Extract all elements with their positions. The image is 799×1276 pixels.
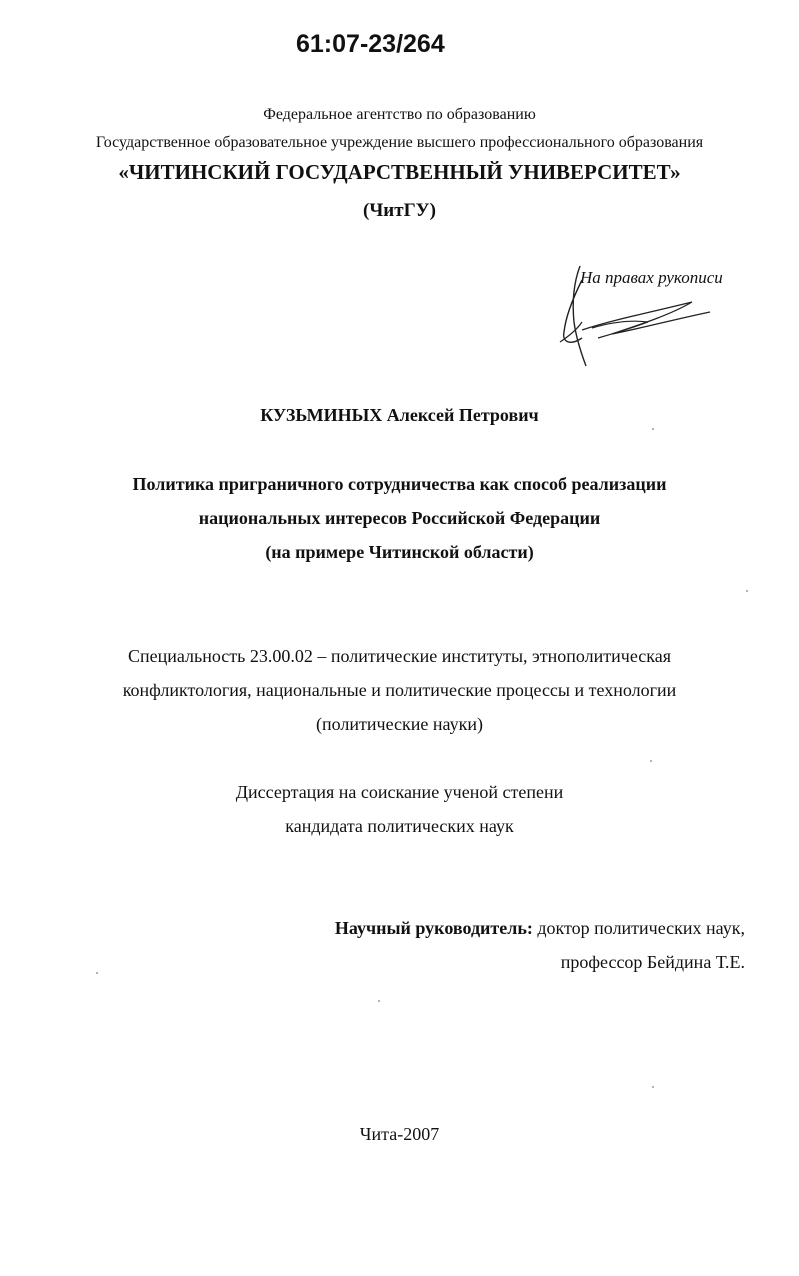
supervisor-line — [335, 918, 745, 939]
scan-speck — [652, 428, 654, 430]
scan-speck — [378, 1000, 380, 1002]
specialty-line: Специальность 23.00.02 – политические институты, этнополитическая — [127, 646, 672, 666]
specialty-line: конфликтология, национальные и политические процессы и технологии — [122, 680, 677, 700]
specialty-line: (политические науки) — [316, 714, 483, 734]
manuscript-rights-note: На правах рукописи — [580, 268, 723, 287]
institution-name: Государственное образовательное учреждение высшего профессионального образования — [95, 134, 704, 151]
supervisor-label: Научный руководитель: — [334, 918, 533, 938]
scan-speck — [746, 590, 748, 592]
library-stamp-code: 61:07-23/264 — [296, 30, 445, 58]
university-abbreviation: (ЧитГУ) — [363, 200, 436, 221]
dissertation-title-line: Политика приграничного сотрудничества как способ реализации — [132, 474, 667, 494]
dissertation-title-line: (на примере Читинской области) — [265, 542, 534, 562]
agency-name: Федеральное агентство по образованию — [263, 106, 536, 123]
scan-speck — [650, 760, 652, 762]
dissertation-title-line: национальных интересов Российской Федерации — [198, 508, 601, 528]
city-year: Чита-2007 — [359, 1124, 440, 1144]
scan-speck — [652, 1086, 654, 1088]
degree-line: Диссертация на соискание ученой степени — [235, 782, 564, 802]
scan-speck — [96, 972, 98, 974]
degree-line: кандидата политических наук — [285, 816, 514, 836]
handwritten-signature — [552, 262, 722, 372]
supervisor-title: доктор политических наук, — [537, 918, 745, 938]
author-name: КУЗЬМИНЫХ Алексей Петрович — [260, 405, 539, 425]
university-name: «ЧИТИНСКИЙ ГОСУДАРСТВЕННЫЙ УНИВЕРСИТЕТ» — [118, 160, 681, 184]
supervisor-name: профессор Бейдина Т.Е. — [560, 952, 745, 972]
